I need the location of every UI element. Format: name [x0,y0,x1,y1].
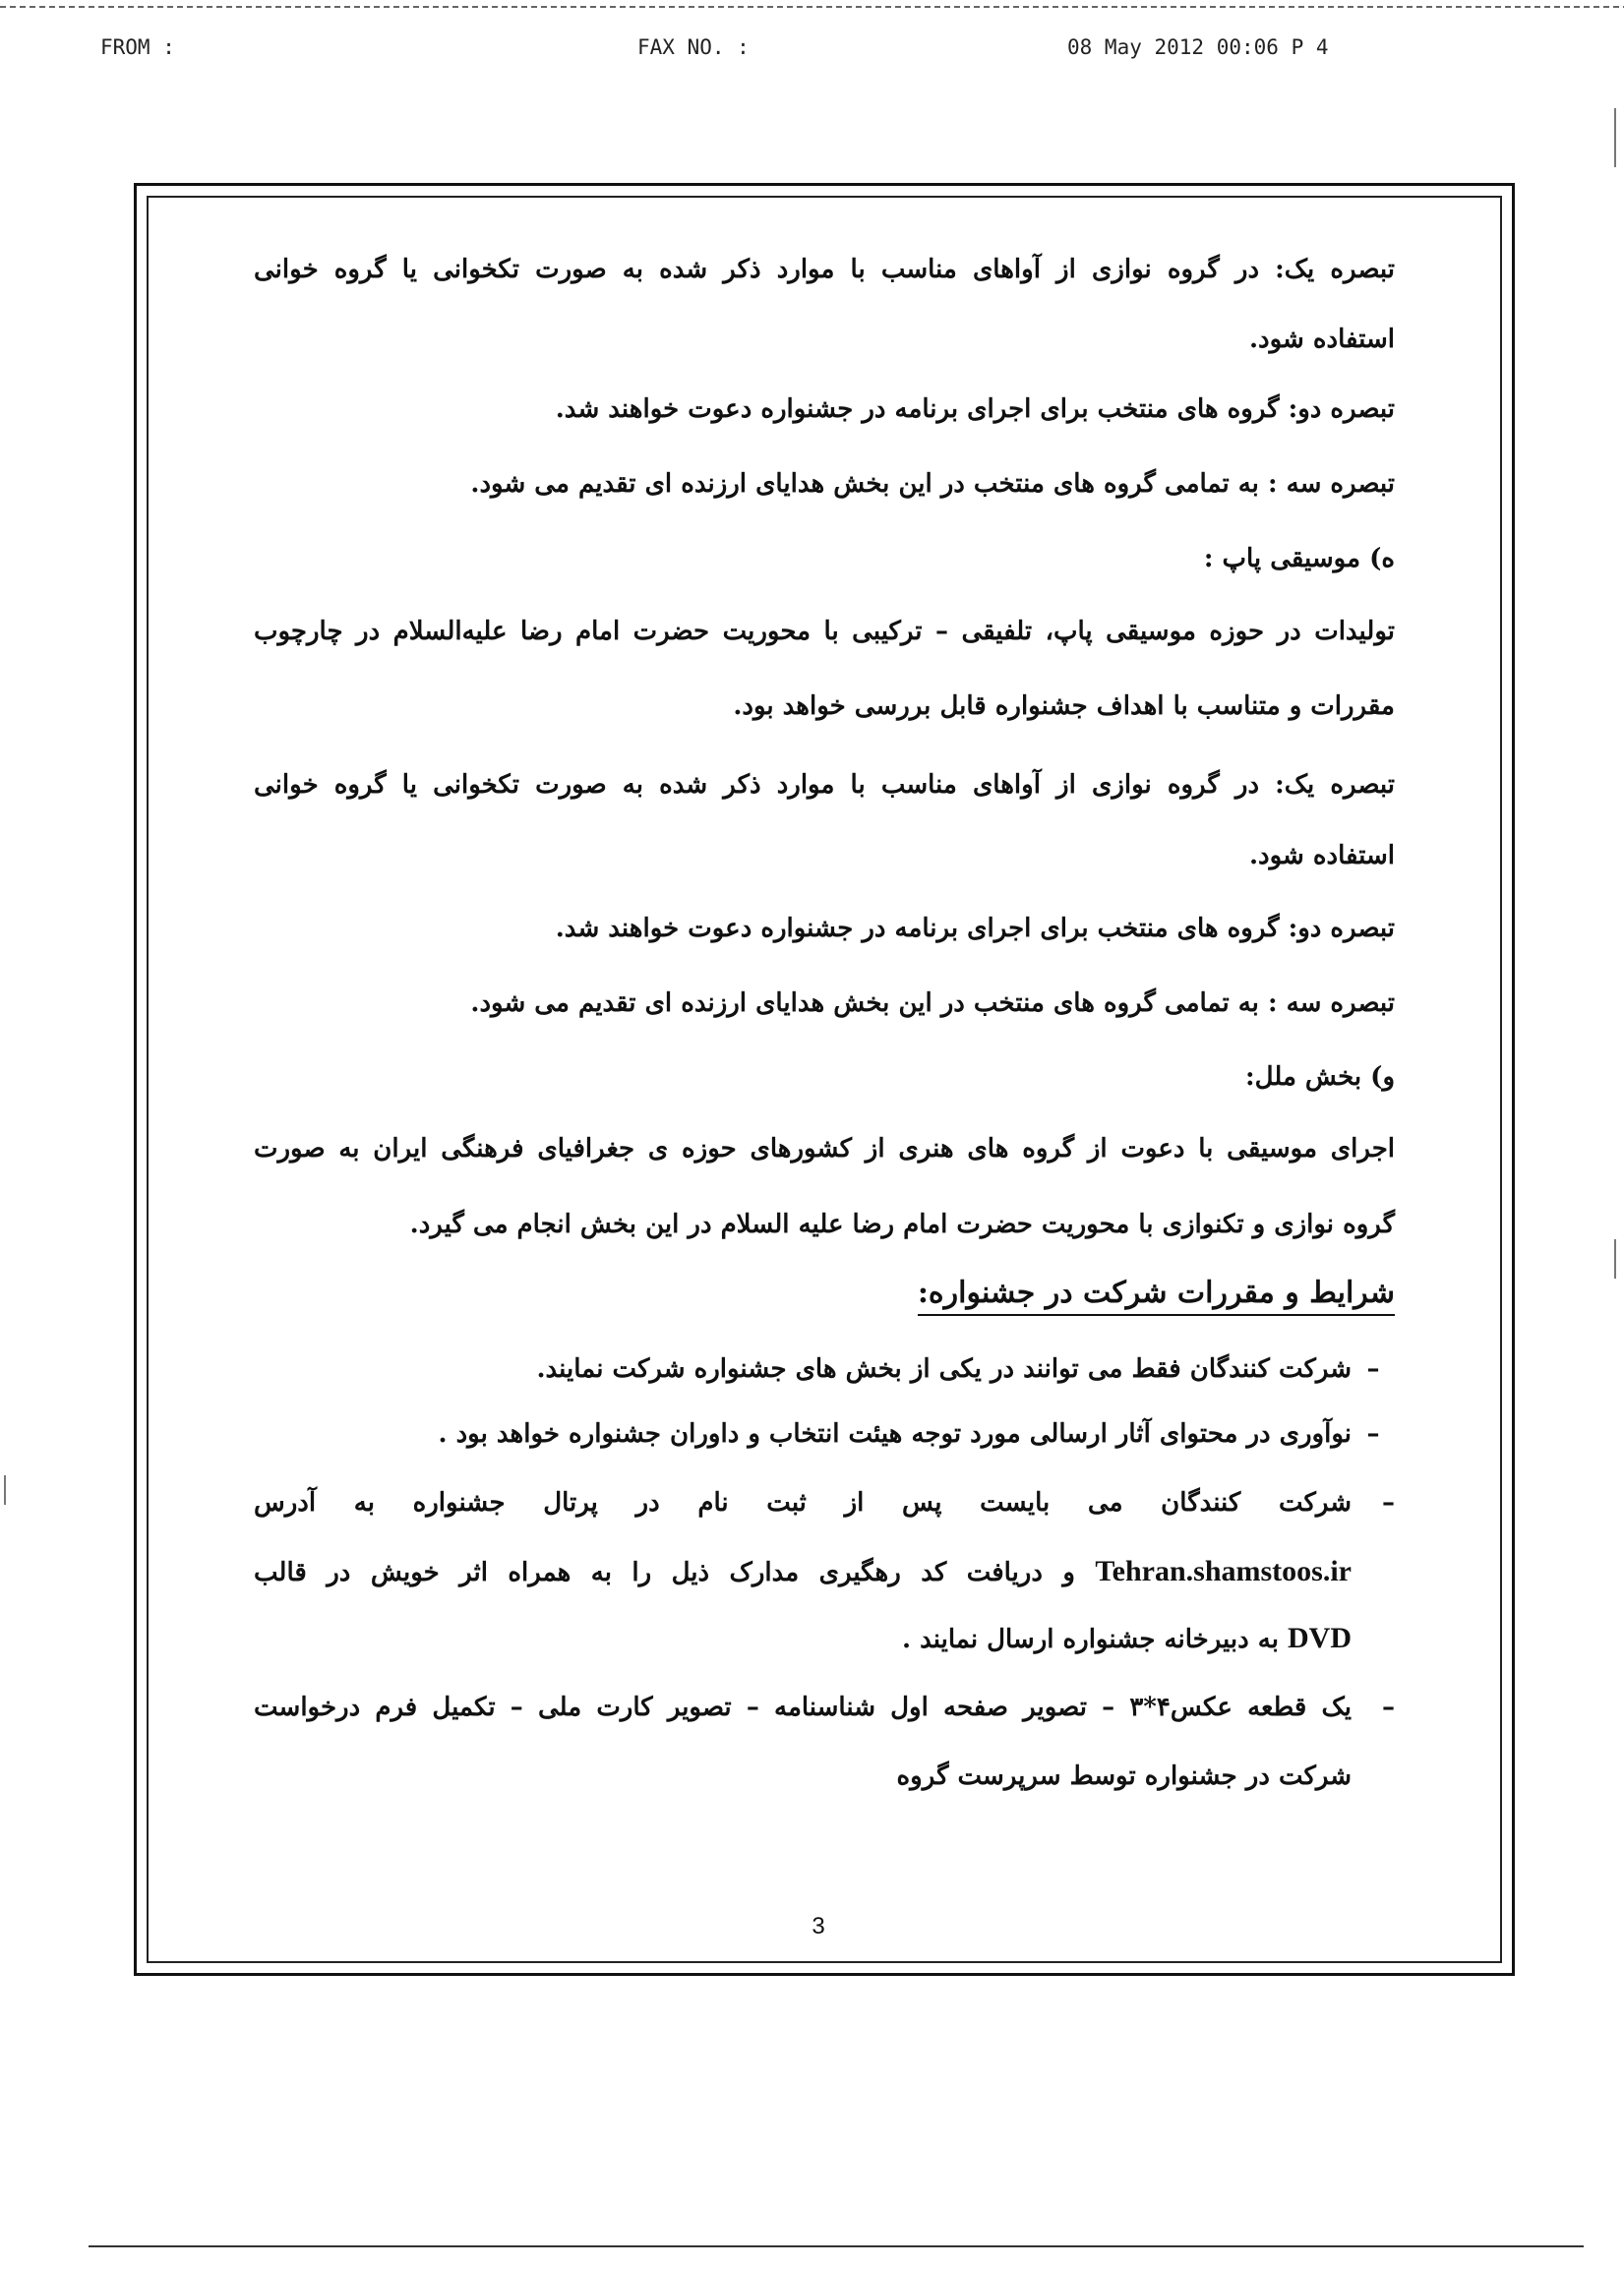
bullet-dash: – [1366,1354,1380,1384]
note-three: تبصره سه : به تمامی گروه های منتخب در این بخش هدایای ارزنده ای تقدیم می شود. [470,469,1395,499]
fax-date-time-page: 08 May 2012 00:06 P 4 [1067,35,1329,59]
bullet-text: شرکت کنندگان فقط می توانند در یکی از بخش های جشنواره شرکت نمایند. [536,1354,1352,1384]
conditions-heading: شرایط و مقررات شرکت در جشنواره: [918,1275,1395,1316]
pop-note-three: تبصره سه : به تمامی گروه های منتخب در این بخش هدایای ارزنده ای تقدیم می شود. [470,988,1395,1018]
fax-bottom-rule [89,2245,1584,2247]
bullet-dash: – [1366,1419,1380,1449]
bullet-continuation [254,1552,1352,1592]
bullet-text: و دریافت کد رهگیری مدارک ذیل را به همراه اثر خویش در قالب [254,1558,1096,1587]
note-one-line-2: استفاده شود. [1248,325,1395,354]
nations-body-line-1: اجرای موسیقی با دعوت از گروه های هنری از کشورهای حوزه ی جغرافیای فرهنگی ایران به صورت [254,1134,1395,1164]
bullet-continuation [902,1619,1352,1659]
bullet-continuation: شرکت در جشنواره توسط سرپرست گروه [896,1761,1352,1791]
pop-music-body-line-2: مقررات و متناسب با اهداف جشنواره قابل بررسی خواهد بود. [733,691,1395,721]
scan-artifact [1614,108,1616,167]
nations-body-line-2: گروه نوازی و تکنوازی با محوریت حضرت امام رضا علیه السلام در این بخش انجام می گیرد. [409,1210,1395,1239]
scan-artifact [4,1475,6,1505]
bullet-item [254,1483,1395,1523]
pop-note-one-line-2: استفاده شود. [1248,841,1395,870]
bullet-text: به دبیرخانه جشنواره ارسال نمایند . [902,1625,1288,1654]
pop-note-two: تبصره دو: گروه های منتخب برای اجرای برنامه در جشنواره دعوت خواهند شد. [555,914,1395,943]
pop-music-heading: ه) موسیقی پاپ : [1203,544,1395,573]
note-two: تبصره دو: گروه های منتخب برای اجرای برنامه در جشنواره دعوت خواهند شد. [555,394,1395,424]
scan-artifact [1614,1239,1616,1279]
portal-url: Tehran.shamstoos.ir [1095,1555,1352,1587]
fax-header [0,35,1624,75]
dvd-label: DVD [1288,1622,1352,1654]
note-one-line-1: تبصره یک: در گروه نوازی از آواهای مناسب با موارد ذکر شده به صورت تکخوانی یا گروه خوانی [254,255,1395,284]
nations-heading: و) بخش ملل: [1245,1062,1395,1092]
fax-from-label: FROM : [100,35,175,59]
pop-music-body-line-1: تولیدات در حوزه موسیقی پاپ، تلفیقی – ترکیبی با محوریت حضرت امام رضا علیه‌السلام در چارچوب [254,617,1395,646]
pop-note-one-line-1: تبصره یک: در گروه نوازی از آواهای مناسب با موارد ذکر شده به صورت تکخوانی یا گروه خوانی [254,770,1395,800]
bullet-text: یک قطعه عکس۴*۳ – تصویر صفحه اول شناسنامه – تصویر کارت ملی – تکمیل فرم درخواست [254,1693,1353,1722]
bullet-item [536,1349,1395,1389]
bullet-text: شرکت کنندگان می بایست پس از ثبت نام در پرتال جشنواره به آدرس [254,1488,1352,1518]
bullet-dash: – [1382,1693,1396,1722]
page-number: 3 [812,1913,825,1940]
bullet-text: نوآوری در محتوای آثار ارسالی مورد توجه هیئت انتخاب و داوران جشنواره خواهد بود . [438,1419,1352,1449]
bullet-item [439,1414,1396,1454]
fax-number-label: FAX NO. : [637,35,750,59]
bullet-dash: – [1382,1488,1395,1518]
fax-top-rule [0,6,1624,8]
bullet-item [254,1688,1395,1727]
